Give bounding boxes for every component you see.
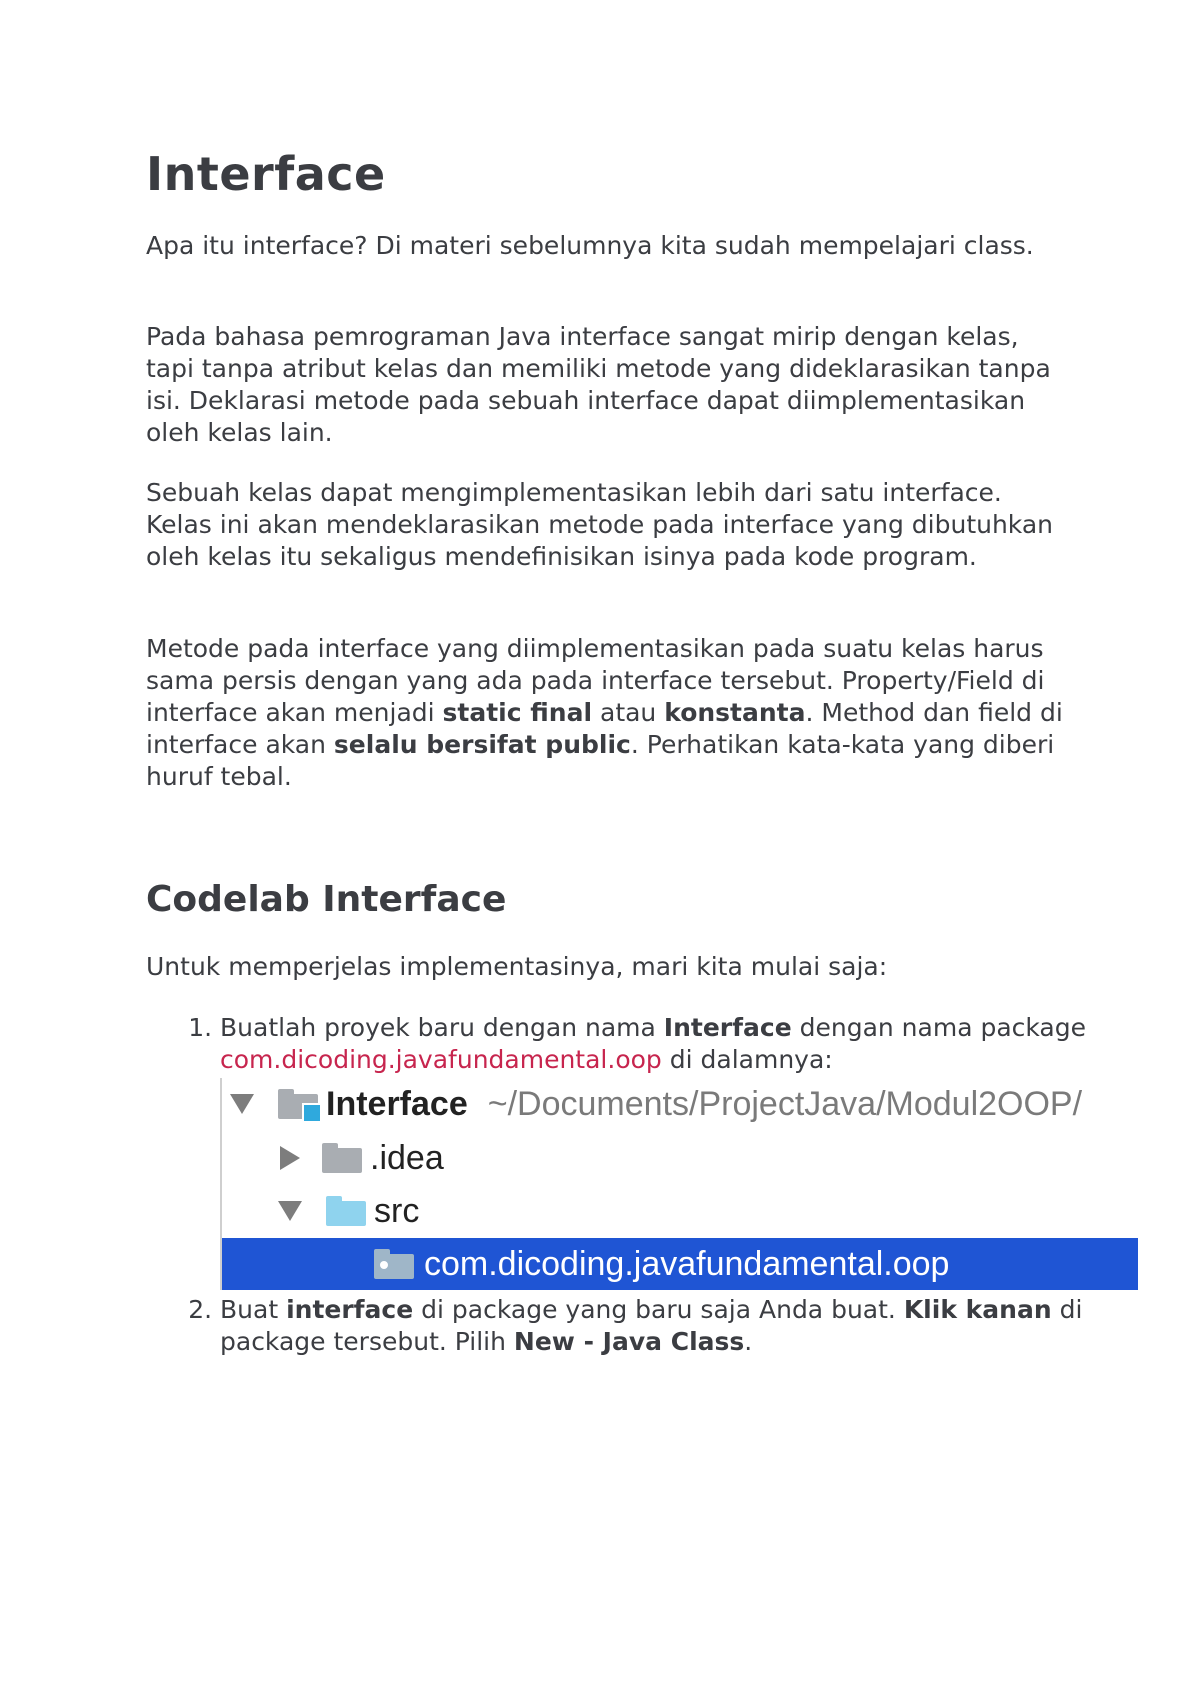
section-heading: Codelab Interface (146, 879, 507, 920)
tree-root-path: ~/Documents/ProjectJava/Modul2OOP/ (487, 1085, 1083, 1123)
paragraph-intro: Apa itu interface? Di materi sebelumnya kita sudah mempelajari class. (146, 231, 1034, 260)
tree-row-src[interactable] (222, 1185, 1138, 1237)
package-icon (374, 1249, 414, 1279)
step-item-1: 1. Buatlah proyek baru dengan nama Interface dengan nama package com.dicoding.javafundamental.oop di dalamnya: Interface ~/Documents/ProjectJava/Modul2OOP/ .idea src com.dicoding.javafundamental.oop (220, 1012, 1136, 1290)
bold-selalu-public: selalu bersifat public (333, 730, 631, 759)
bold-static-final: static final (442, 698, 593, 727)
project-tree-screenshot (220, 1078, 1138, 1290)
step-item-2: 2. Buat interface di package yang baru saja Anda buat. Klik kanan di package tersebut. Pilih New - Java Class. (220, 1294, 1136, 1358)
tree-row-package-selected[interactable] (222, 1238, 1138, 1290)
source-folder-icon (326, 1196, 366, 1226)
tree-item-label: src (374, 1192, 420, 1230)
tree-row-idea[interactable] (222, 1132, 1138, 1184)
paragraph-multiple-interfaces: Sebuah kelas dapat mengimplementasikan lebih dari satu interface. Kelas ini akan mendeklarasikan metode pada interface yang dibutuhkan oleh kelas itu sekaligus mendefinisikan isinya pada kode program. (146, 478, 1054, 571)
tree-row-root[interactable] (222, 1078, 1138, 1130)
paragraph-rules: Metode pada interface yang diimplementasikan pada suatu kelas harus sama persis dengan yang ada pada interface tersebut. Property/Field di interface akan menjadi static final atau konstanta. Method dan field di interface akan selalu bersifat public. Perhatikan kata-kata yang diberi huruf tebal. (146, 634, 1063, 791)
chevron-right-icon[interactable] (280, 1146, 300, 1170)
paragraph-definition: Pada bahasa pemrograman Java interface sangat mirip dengan kelas, tapi tanpa atribut kelas dan memiliki metode yang dideklarasikan tanpa isi. Deklarasi metode pada sebuah interface dapat diimplementasikan oleh kelas lain. (146, 322, 1051, 447)
inline-code-package: com.dicoding.javafundamental.oop (220, 1045, 662, 1074)
chevron-down-icon[interactable] (278, 1201, 302, 1221)
section-intro: Untuk memperjelas implementasinya, mari kita mulai saja: (146, 952, 888, 981)
chevron-down-icon[interactable] (230, 1094, 254, 1114)
module-folder-icon (278, 1089, 318, 1119)
tree-item-label: .idea (370, 1139, 444, 1177)
folder-icon (322, 1143, 362, 1173)
tree-root-label: Interface (326, 1085, 468, 1123)
bold-konstanta: konstanta (664, 698, 806, 727)
steps-list (146, 1012, 1136, 1358)
page-title: Interface (146, 147, 386, 201)
tree-item-label: com.dicoding.javafundamental.oop (424, 1245, 950, 1283)
